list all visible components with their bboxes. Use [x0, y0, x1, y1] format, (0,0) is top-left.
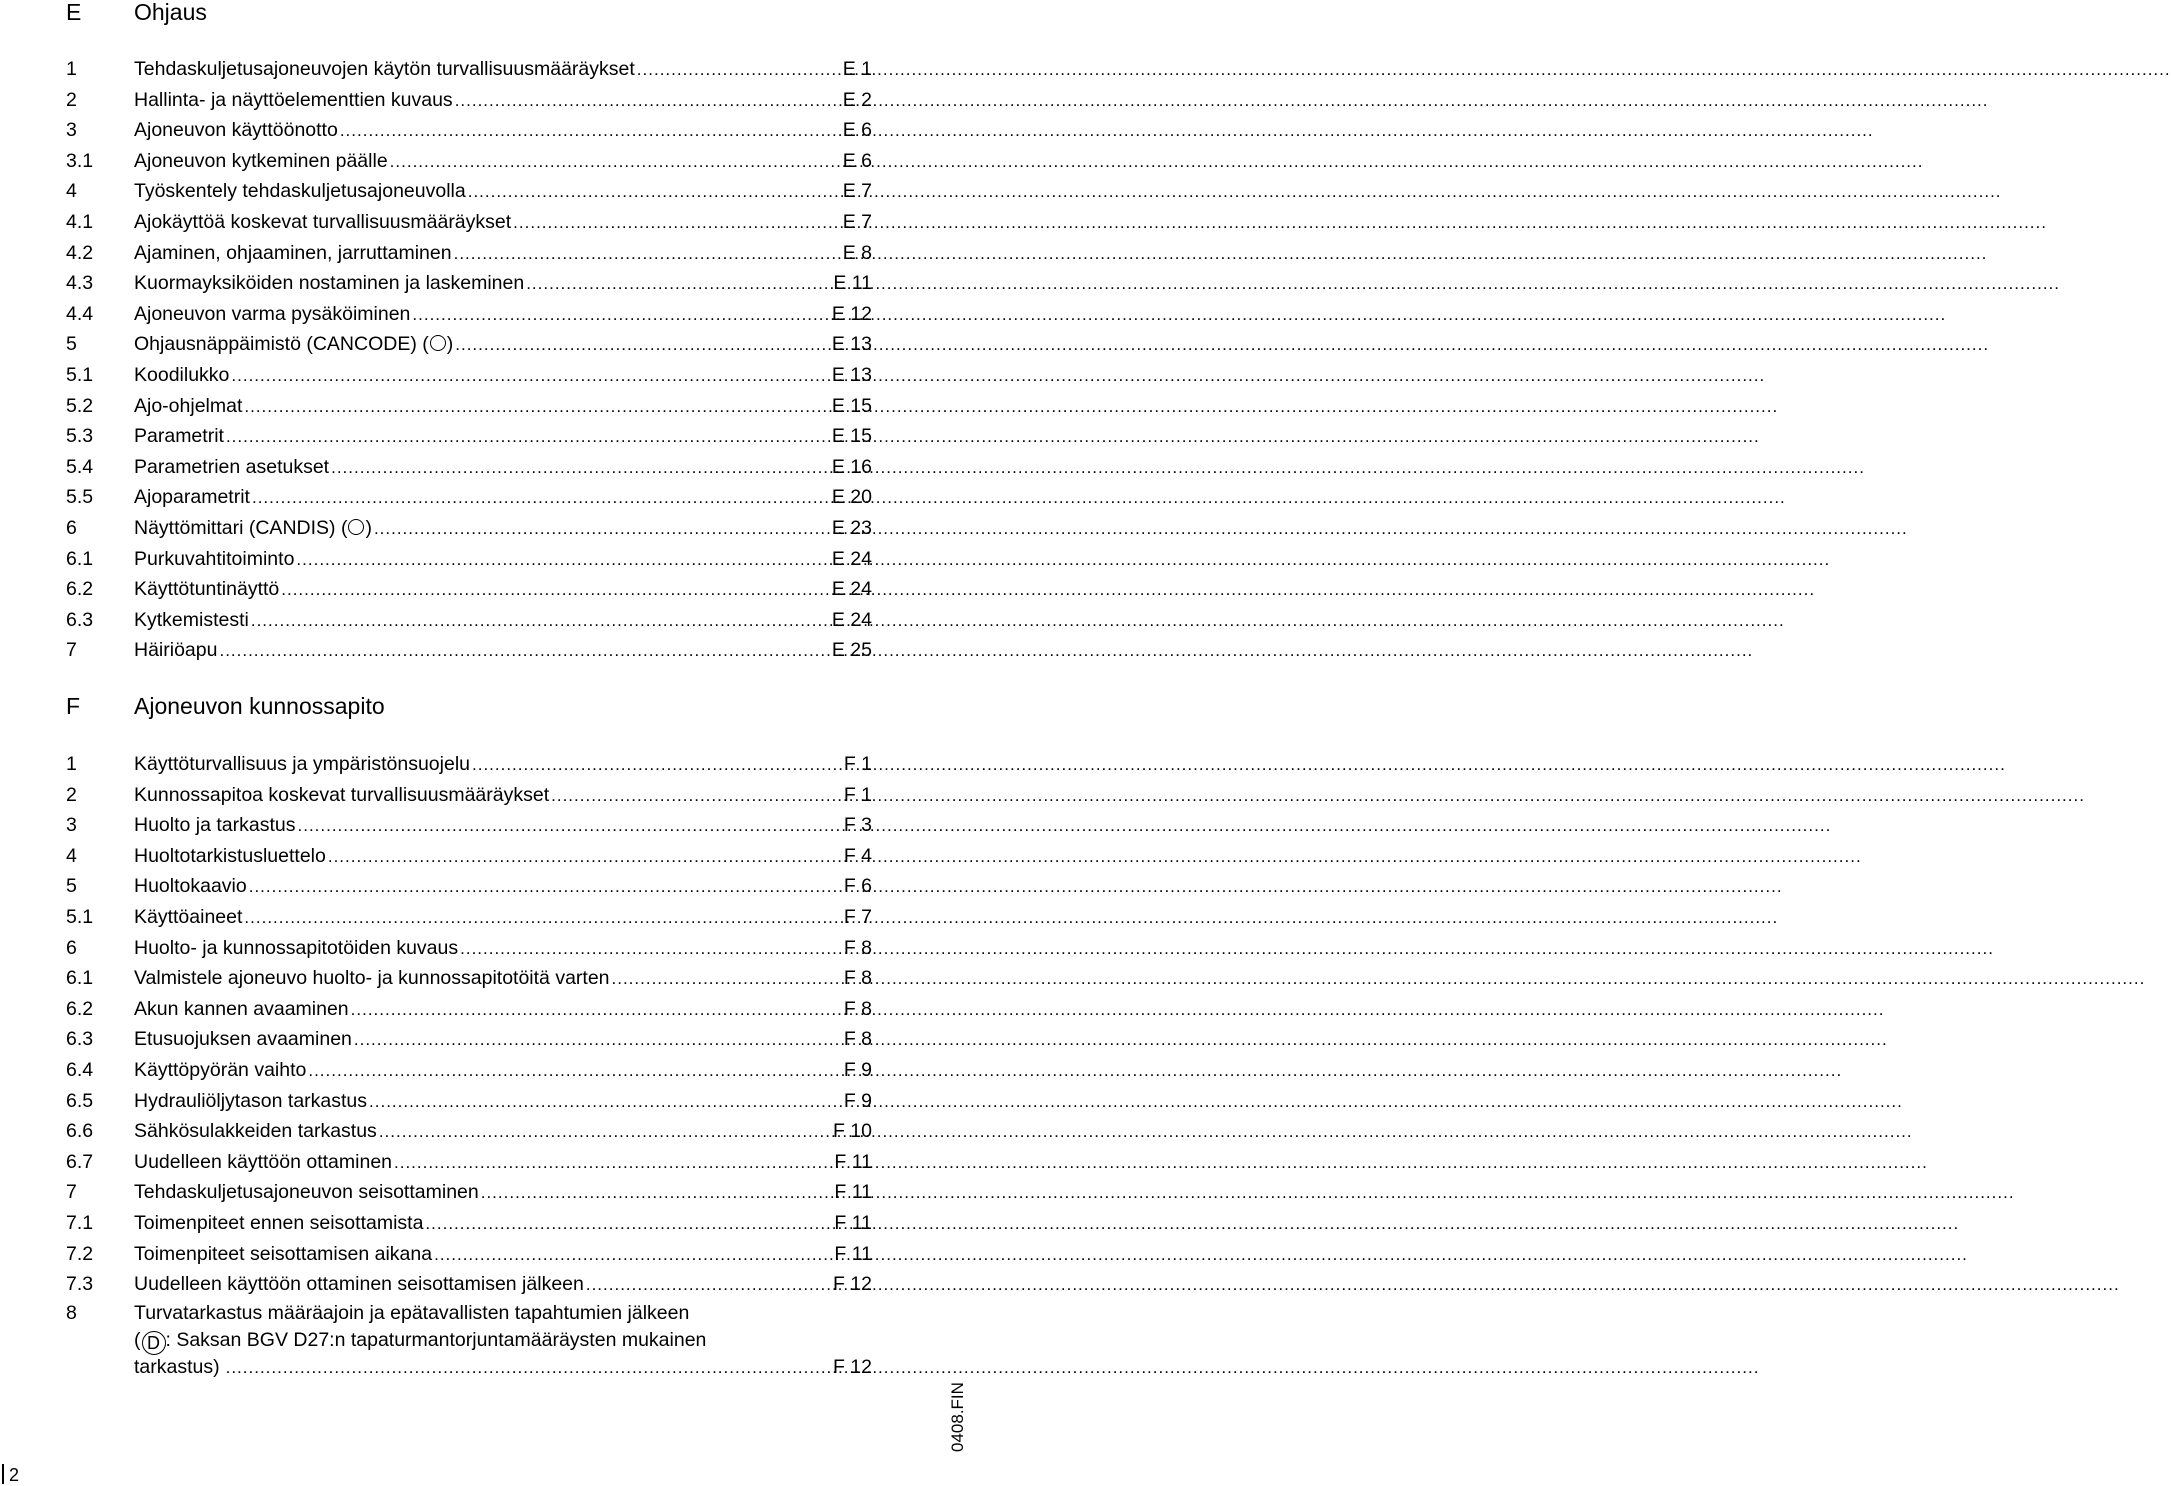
toc-entry-label [134, 780, 549, 811]
toc-entry-label-text: Purkuvahtitoiminto [134, 547, 295, 570]
toc-entry-f-7-2[interactable] [0, 1239, 960, 1270]
toc-entry-number: 3 [66, 119, 77, 142]
toc-entry-page: F 11 [834, 1211, 872, 1234]
leader-dots [434, 1239, 1968, 1271]
toc-entry-number: 8 [66, 1302, 77, 1324]
leader-dots [379, 1116, 1913, 1148]
toc-entry-label [134, 871, 247, 902]
toc-entry-page: E 6 [842, 149, 872, 172]
toc-entry-page: E 24 [831, 578, 872, 601]
toc-entry-f-3[interactable] [0, 810, 960, 841]
toc-entry-line [134, 1269, 820, 1301]
leader-dots [468, 176, 2002, 208]
toc-entry-page: F 8 [843, 967, 872, 990]
leader-dots [226, 421, 1760, 453]
toc-entry-page: E 8 [842, 241, 872, 264]
toc-entry-line [134, 963, 820, 995]
toc-entry-page: E 7 [842, 180, 872, 203]
toc-entry-e-6-2[interactable] [0, 574, 960, 605]
toc-entry-label [134, 749, 470, 780]
toc-entry-label-text: Sähkösulakkeiden tarkastus [134, 1120, 377, 1143]
toc-entry-label [134, 1269, 584, 1300]
toc-entry-label [134, 1055, 306, 1086]
toc-entry-label-line3-text: tarkastus) [134, 1356, 220, 1378]
toc-entry-number: 4 [66, 844, 77, 867]
toc-entry-f-2[interactable] [0, 780, 960, 811]
toc-entry-label [134, 85, 453, 116]
toc-entry-label-text: Työskentely tehdaskuljetusajoneuvolla [134, 180, 466, 203]
leader-dots [308, 1055, 1842, 1087]
toc-entry-f-6-1[interactable] [0, 963, 960, 994]
toc-entry-number: 5.1 [66, 905, 94, 928]
toc-entry-page: F 7 [843, 905, 872, 928]
leader-dots [252, 482, 1786, 514]
toc-entry-line [134, 902, 820, 934]
toc-entry-line [134, 360, 820, 392]
toc-entry-f-8[interactable] [0, 1300, 960, 1384]
toc-entry-page: E 2 [842, 88, 872, 111]
toc-entry-page: F 11 [834, 1242, 872, 1265]
toc-entry-line [134, 115, 820, 147]
toc-entry-label [134, 421, 224, 452]
leader-dots [251, 605, 1785, 637]
toc-entry-label-text: Kytkemistesti [134, 608, 249, 631]
toc-entry-number: 5.2 [66, 394, 94, 417]
leader-dots [586, 1269, 2120, 1301]
toc-entry-line [134, 482, 820, 514]
toc-entry-number: 5.3 [66, 425, 94, 448]
toc-entry-f-5-1[interactable] [0, 902, 960, 933]
toc-entry-number: 6.5 [66, 1089, 94, 1112]
toc-entry-line [134, 176, 820, 208]
toc-entry-page: E 13 [831, 363, 872, 386]
toc-entry-label-text: Ajo-ohjelmat [134, 394, 243, 417]
page-margin-bar [2, 1464, 4, 1484]
leader-dots [374, 513, 1908, 545]
toc-entry-line [134, 994, 820, 1026]
toc-entry-label [134, 452, 329, 483]
toc-entry-f-7[interactable] [0, 1177, 960, 1208]
toc-entry-label [134, 1177, 479, 1208]
toc-entry-label [134, 1239, 432, 1270]
toc-entry-number: 6.2 [66, 997, 94, 1020]
section-e-header [0, 0, 960, 32]
document-code: 0408.FIN [948, 1382, 967, 1452]
leader-dots [296, 544, 1830, 576]
leader-dots [526, 268, 2060, 300]
leader-dots [412, 299, 1946, 331]
toc-entry-page: F 6 [843, 875, 872, 898]
toc-entry-line [134, 810, 820, 842]
leader-dots [231, 360, 1765, 392]
toc-entry-line [134, 238, 820, 270]
toc-entry-label [134, 1116, 377, 1147]
optional-equipment-icon [348, 519, 364, 535]
toc-entry-label-line3 [134, 1354, 820, 1381]
toc-entry-page: E 20 [831, 486, 872, 509]
toc-entry-label [134, 176, 466, 207]
toc-entry-page: E 25 [831, 639, 872, 662]
toc-entry-number: 2 [66, 783, 77, 806]
page-number [2, 1464, 19, 1486]
toc-entry-f-7-1[interactable] [0, 1208, 960, 1239]
toc-entry-page: F 4 [843, 844, 872, 867]
section-e-toc [0, 54, 960, 666]
toc-entry-number: 6.1 [66, 547, 94, 570]
toc-entry-f-6-2[interactable] [0, 994, 960, 1025]
toc-entry-line [134, 329, 820, 361]
toc-entry-f-6[interactable] [0, 933, 960, 964]
toc-entry-e-5-2[interactable] [0, 391, 960, 422]
toc-entry-label [134, 902, 242, 933]
toc-entry-label-text: Käyttöturvallisuus ja ympäristönsuojelu [134, 753, 470, 775]
toc-entry-f-6-7[interactable] [0, 1147, 960, 1178]
toc-entry-number: 4 [66, 180, 77, 203]
toc-entry-label-text: Huoltokaavio [134, 875, 247, 898]
toc-entry-number: 1 [66, 58, 77, 80]
toc-entry-label [134, 810, 296, 841]
toc-entry-page: F 3 [843, 814, 872, 837]
toc-entry-label-text: Häiriöapu [134, 639, 218, 662]
toc-entry-f-6-4[interactable] [0, 1055, 960, 1086]
toc-entry-number: 4.2 [66, 241, 94, 264]
toc-entry-label-end: ) [365, 516, 372, 539]
toc-entry-line [134, 452, 820, 484]
toc-entry-number: 6.3 [66, 608, 94, 631]
leader-dots [472, 749, 2006, 781]
toc-entry-label-text: Ajokäyttöä koskevat turvallisuusmääräykset [134, 210, 512, 233]
toc-entry-number: 3 [66, 814, 77, 837]
toc-entry-line [134, 1177, 820, 1209]
toc-entry-label [134, 299, 410, 330]
section-f-header [0, 686, 960, 726]
toc-entry-e-5-1[interactable] [0, 360, 960, 391]
toc-entry-number: 6.2 [66, 578, 94, 601]
toc-entry-number: 3.1 [66, 149, 94, 172]
toc-entry-line [134, 605, 820, 637]
toc-entry-e-5-5[interactable] [0, 482, 960, 513]
section-e-letter: E [66, 0, 82, 25]
toc-entry-line [134, 749, 820, 781]
toc-entry-label [134, 207, 511, 238]
toc-entry-line [134, 635, 820, 667]
toc-entry-page: E 11 [833, 272, 872, 295]
toc-entry-label-text: Parametrien asetukset [134, 455, 330, 478]
toc-entry-e-4-4[interactable] [0, 299, 960, 330]
toc-entry-e-6[interactable] [0, 513, 960, 544]
toc-entry-e-4-2[interactable] [0, 238, 960, 269]
toc-entry-number: 5.4 [66, 455, 94, 478]
toc-entry-label-text: Näyttömittari (CANDIS) ( [134, 516, 348, 539]
toc-entry-line [134, 780, 820, 812]
toc-entry-page: E 1 [842, 58, 872, 80]
leader-dots [249, 871, 1783, 903]
toc-entry-line [134, 871, 820, 903]
optional-equipment-icon [430, 335, 446, 351]
toc-entry-line [134, 1116, 820, 1148]
section-f-title: Ajoneuvon kunnossapito [134, 693, 385, 719]
leader-dots [281, 574, 1815, 606]
toc-entry-page: F 12 [832, 1356, 872, 1378]
leader-dots [226, 1354, 1760, 1381]
toc-entry-number: 7.1 [66, 1211, 94, 1234]
toc-entry-label-line2 [134, 1327, 706, 1355]
toc-entry-e-2[interactable] [0, 85, 960, 116]
toc-entry-page: E 15 [831, 394, 872, 417]
toc-entry-number: 7 [66, 1181, 77, 1204]
toc-entry-line [134, 1055, 820, 1087]
leader-dots [298, 810, 1832, 842]
toc-entry-label [134, 238, 452, 269]
toc-page [0, 0, 967, 1485]
toc-entry-number: 6.1 [66, 967, 94, 990]
leader-dots [351, 994, 1885, 1026]
country-code-d-icon: D [142, 1331, 166, 1355]
toc-entry-e-7[interactable] [0, 635, 960, 666]
toc-entry-label-text: Kuormayksiköiden nostaminen ja laskeminen [134, 272, 525, 295]
toc-entry-label-text: Huolto ja tarkastus [134, 814, 296, 837]
toc-entry-e-4-1[interactable] [0, 207, 960, 238]
leader-dots [481, 1177, 2015, 1209]
toc-entry-e-5-3[interactable] [0, 421, 960, 452]
toc-entry-label-text: Tehdaskuljetusajoneuvon seisottaminen [134, 1181, 479, 1204]
toc-entry-page: E 15 [831, 425, 872, 448]
toc-entry-e-3[interactable] [0, 115, 960, 146]
toc-entry-label [134, 391, 242, 422]
section-e-title: Ohjaus [134, 0, 207, 25]
toc-entry-e-4[interactable] [0, 176, 960, 207]
toc-entry-line [134, 207, 820, 239]
toc-entry-page: E 13 [831, 333, 872, 356]
toc-entry-line [134, 85, 820, 117]
section-f-toc [0, 749, 960, 1300]
section-f-letter: F [66, 693, 81, 719]
toc-entry-f-7-3[interactable] [0, 1269, 960, 1300]
toc-entry-f-6-5[interactable] [0, 1086, 960, 1117]
toc-entry-number: 1 [66, 753, 77, 775]
toc-entry-number: 7.2 [66, 1242, 94, 1265]
toc-entry-number: 4.3 [66, 272, 94, 295]
leader-dots [513, 207, 2047, 239]
leader-dots [354, 1024, 1888, 1056]
toc-entry-e-6-3[interactable] [0, 605, 960, 636]
toc-entry-number: 5.1 [66, 363, 94, 386]
toc-entry-line [134, 1147, 820, 1179]
toc-entry-label-text: Kunnossapitoa koskevat turvallisuusmääräykset [134, 783, 550, 806]
toc-entry-page: F 1 [843, 753, 872, 775]
toc-entry-label-text: Akun kannen avaaminen [134, 997, 349, 1020]
toc-entry-page: F 9 [843, 1058, 872, 1081]
toc-entry-number: 4.1 [66, 210, 94, 233]
toc-entry-page: E 24 [831, 547, 872, 570]
toc-entry-page: F 11 [834, 1150, 872, 1173]
toc-entry-line [134, 391, 820, 423]
toc-entry-label [134, 115, 338, 146]
leader-dots [369, 1086, 1903, 1118]
toc-entry-label [134, 1086, 367, 1117]
toc-entry-label-text: Huoltotarkistusluettelo [134, 844, 326, 867]
toc-entry-label [134, 574, 279, 605]
leader-dots [455, 85, 1989, 117]
toc-entry-e-4-3[interactable] [0, 268, 960, 299]
toc-entry-label-text: Hydrauliöljytason tarkastus [134, 1089, 368, 1112]
leader-dots [244, 391, 1778, 423]
toc-entry-line [134, 544, 820, 576]
toc-entry-label-text: Uudelleen käyttöön ottaminen [134, 1150, 393, 1173]
leader-dots [244, 902, 1778, 934]
toc-entry-f-6-3[interactable] [0, 1024, 960, 1055]
toc-entry-number: 6 [66, 936, 77, 959]
toc-entry-label [134, 841, 326, 872]
toc-entry-label [134, 963, 610, 994]
toc-entry-page: E 12 [831, 302, 872, 325]
toc-entry-label [134, 933, 458, 964]
toc-entry-page: E 7 [842, 210, 872, 233]
toc-entry-line [134, 1239, 820, 1271]
toc-entry-page: F 8 [843, 936, 872, 959]
toc-entry-e-5-4[interactable] [0, 452, 960, 483]
toc-entry-page: E 24 [831, 608, 872, 631]
toc-entry-page: E 16 [831, 455, 872, 478]
toc-entry-label-text: Käyttöpyörän vaihto [134, 1058, 307, 1081]
toc-entry-e-1[interactable] [0, 54, 960, 85]
toc-entry-label-text: Ajaminen, ohjaaminen, jarruttaminen [134, 241, 452, 264]
toc-entry-label-end: ) [446, 333, 454, 356]
toc-entry-f-1[interactable] [0, 749, 960, 780]
toc-entry-f-5[interactable] [0, 871, 960, 902]
toc-entry-number: 2 [66, 88, 77, 111]
toc-entry-number: 4.4 [66, 302, 94, 325]
toc-entry-line [134, 1208, 820, 1240]
leader-dots [454, 238, 1988, 270]
leader-dots [425, 1208, 1959, 1240]
open-paren: ( [134, 1329, 141, 1351]
toc-entry-page: F 10 [832, 1120, 872, 1143]
toc-entry-label [134, 329, 453, 360]
toc-entry-label [134, 482, 250, 513]
leader-dots [219, 635, 1753, 667]
toc-entry-number: 5.5 [66, 486, 94, 509]
toc-entry-label-text: Uudelleen käyttöön ottaminen seisottamisen jälkeen [134, 1273, 584, 1296]
toc-entry-line [134, 54, 820, 86]
toc-entry-line [134, 268, 820, 300]
toc-entry-label-text: Ajoneuvon kytkeminen päälle [134, 149, 388, 172]
leader-dots [612, 963, 2146, 995]
toc-entry-label-text: Valmistele ajoneuvo huolto- ja kunnossapitotöitä varten [134, 967, 610, 990]
toc-entry-number: 5 [66, 875, 77, 898]
toc-entry-page: F 11 [834, 1181, 872, 1204]
toc-entry-f-4[interactable] [0, 841, 960, 872]
toc-entry-label [134, 360, 229, 391]
toc-entry-number: 5 [66, 333, 77, 356]
toc-entry-e-3-1[interactable] [0, 146, 960, 177]
toc-entry-label-text: Ajoneuvon varma pysäköiminen [134, 302, 411, 325]
toc-entry-line [134, 146, 820, 178]
toc-entry-label-text: Ohjausnäppäimistö (CANCODE) ( [134, 333, 429, 356]
toc-entry-page: F 9 [843, 1089, 872, 1112]
toc-entry-label-text: Käyttöaineet [134, 905, 243, 928]
toc-entry-label-line1: Turvatarkastus määräajoin ja epätavallisten tapahtumien jälkeen [134, 1302, 690, 1324]
toc-entry-label-text: Huolto- ja kunnossapitotöiden kuvaus [134, 936, 459, 959]
toc-entry-e-5[interactable] [0, 329, 960, 360]
toc-entry-page: F 1 [843, 783, 872, 806]
toc-entry-label-text: Hallinta- ja näyttöelementtien kuvaus [134, 88, 453, 111]
toc-entry-line [134, 841, 820, 873]
toc-entry-line [134, 933, 820, 965]
toc-entry-page: E 6 [842, 119, 872, 142]
toc-entry-label-text: Tehdaskuljetusajoneuvojen käytön turvallisuusmääräykset [134, 58, 635, 80]
toc-entry-label-text: Etusuojuksen avaaminen [134, 1028, 352, 1051]
toc-entry-label-text: Koodilukko [134, 363, 230, 386]
toc-entry-number: 7 [66, 639, 77, 662]
toc-entry-number: 6.3 [66, 1028, 94, 1051]
toc-entry-number: 6.4 [66, 1058, 94, 1081]
toc-entry-page: E 23 [831, 516, 872, 539]
toc-entry-page: F 8 [843, 997, 872, 1020]
toc-entry-label-text: Ajoparametrit [134, 486, 250, 509]
page-number-text: 2 [9, 1465, 20, 1485]
leader-dots [340, 115, 1874, 147]
leader-dots [328, 841, 1862, 873]
toc-entry-label-text: Toimenpiteet seisottamisen aikana [134, 1242, 433, 1265]
toc-entry-label [134, 54, 635, 85]
toc-entry-label-text: Ajoneuvon käyttöönotto [134, 119, 338, 142]
toc-entry-label-text: Parametrit [134, 425, 224, 448]
toc-entry-number: 6 [66, 516, 77, 539]
toc-entry-line [134, 574, 820, 606]
toc-entry-label [134, 146, 388, 177]
leader-dots [460, 933, 1994, 965]
toc-entry-line [134, 1024, 820, 1056]
toc-entry-label [134, 1147, 392, 1178]
leader-dots [331, 452, 1865, 484]
toc-entry-label [134, 268, 524, 299]
toc-entry-label [134, 605, 249, 636]
toc-entry-label [134, 635, 217, 666]
toc-entry-label-line2-text: : Saksan BGV D27:n tapaturmantorjuntamääräysten mukainen [165, 1329, 707, 1351]
toc-entry-number: 6.6 [66, 1120, 94, 1143]
toc-entry-label-text: Käyttötuntinäyttö [134, 578, 280, 601]
toc-entry-e-6-1[interactable] [0, 544, 960, 575]
toc-entry-label [134, 1024, 352, 1055]
toc-entry-label [134, 994, 349, 1025]
toc-entry-label [134, 544, 294, 575]
toc-entry-page: F 8 [843, 1028, 872, 1051]
toc-entry-label [134, 513, 372, 544]
leader-dots [455, 329, 1989, 361]
toc-entry-line [134, 513, 820, 545]
leader-dots [394, 1147, 1928, 1179]
leader-dots [390, 146, 1924, 178]
toc-entry-label-text: Toimenpiteet ennen seisottamista [134, 1211, 424, 1234]
toc-entry-number: 7.3 [66, 1273, 94, 1296]
toc-entry-page: F 12 [832, 1273, 872, 1296]
toc-entry-line [134, 1086, 820, 1118]
toc-entry-f-6-6[interactable] [0, 1116, 960, 1147]
toc-entry-number: 6.7 [66, 1150, 94, 1173]
leader-dots [551, 780, 2085, 812]
toc-entry-label [134, 1208, 423, 1239]
toc-entry-line [134, 421, 820, 453]
toc-entry-line [134, 299, 820, 331]
